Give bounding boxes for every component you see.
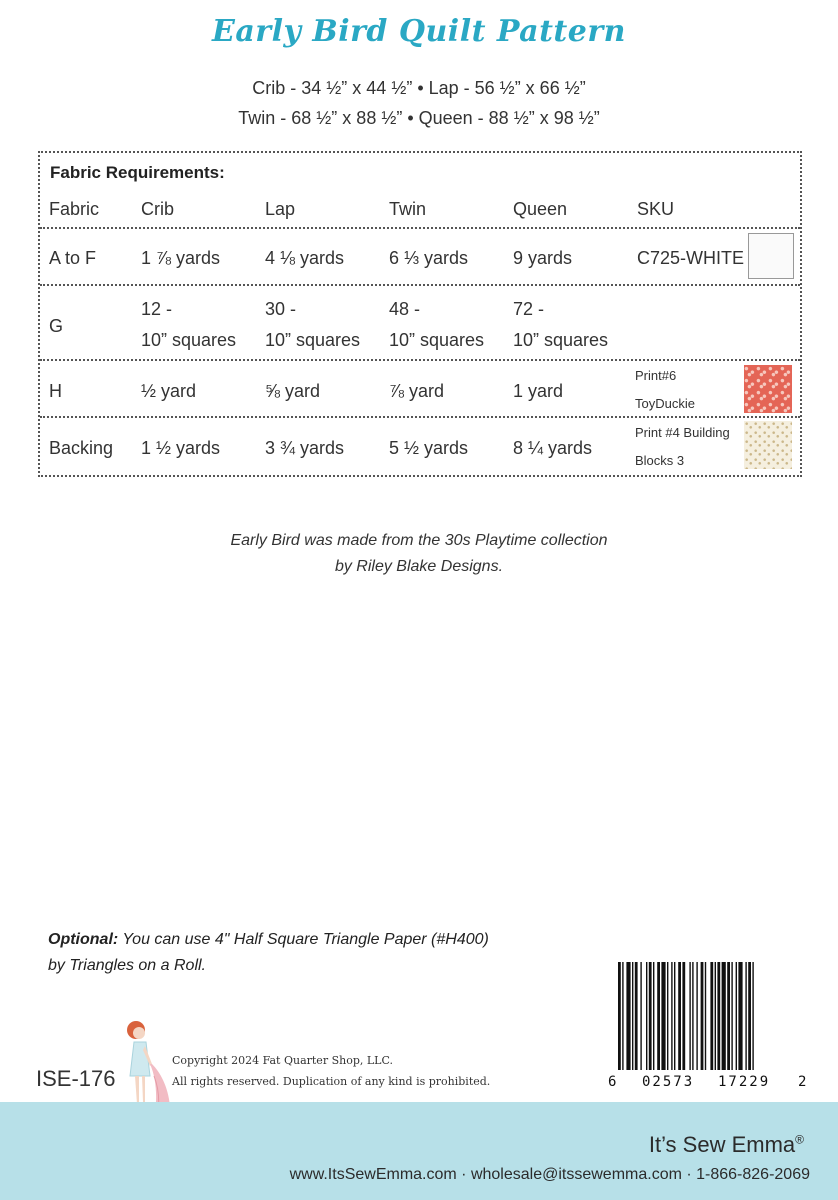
row-g-lap-unit: 10” squares [265,330,361,350]
barcode-last-digit: 2 [798,1074,807,1090]
row-a-queen: 9 yards [513,248,573,268]
barcode-bar [745,962,746,1070]
col-header-fabric: Fabric [49,199,100,219]
row-a-fabric: A to F [49,248,97,268]
row-a-crib: 1 ⅞ yards [141,248,221,268]
barcode-bar [705,962,706,1070]
row-g-queen-count: 72 - [513,299,545,319]
row-g-twin-unit: 10” squares [389,330,485,350]
barcode-left-digits: 02573 [642,1074,695,1090]
row-divider [40,416,800,418]
row-h-lap: ⅝ yard [265,381,321,401]
footer-band [0,1102,838,1200]
row-backing-lap: 3 ¾ yards [265,438,345,458]
barcode-first-digit: 6 [608,1074,617,1090]
col-header-queen: Queen [513,199,568,219]
collection-note-line-1: Early Bird was made from the 30s Playtime collection [230,532,608,549]
barcode-bars [608,962,808,1074]
collection-note-line-2: by Riley Blake Designs. [334,558,504,575]
barcode [608,962,808,1097]
barcode-bar [667,962,668,1070]
row-g-fabric: G [49,316,64,336]
contact-info: www.ItsSewEmma.com · wholesale@itssewemma.com · 1-866-826-2069 [289,1166,810,1183]
row-g-lap-count: 30 - [265,299,297,319]
pattern-code: ISE-176 [36,1066,116,1091]
barcode-bar [640,962,641,1070]
col-header-twin: Twin [389,199,427,219]
toy-duckie-swatch [744,365,792,413]
pattern-title: Early Bird Quilt Pattern [211,14,626,49]
barcode-bar [731,962,732,1070]
brand-text: It’s Sew Emma [648,1132,796,1157]
barcode-bar [710,962,713,1070]
optional-note-line-1 [48,931,489,949]
barcode-bar [727,962,730,1070]
row-backing-sku-line1: Print #4 Building [635,425,730,440]
barcode-bar [689,962,690,1070]
row-backing-fabric: Backing [49,438,114,458]
brand-name [649,1132,804,1158]
copyright-line-2: All rights reserved. Duplication of any kind is prohibited. [172,1075,491,1088]
row-g-queen-unit: 10” squares [513,330,609,350]
barcode-bar [649,962,652,1070]
copyright-line-1: Copyright 2024 Fat Quarter Shop, LLC. [172,1054,393,1067]
row-g-crib-count: 12 - [141,299,173,319]
row-h-sku-line2: ToyDuckie [635,396,695,411]
barcode-bar [626,962,630,1070]
row-h-crib: ½ yard [141,381,197,401]
barcode-bar [752,962,753,1070]
barcode-bar [738,962,742,1070]
barcode-bar [657,962,660,1070]
row-divider [40,227,800,229]
row-backing-queen: 8 ¼ yards [513,438,593,458]
col-header-sku: SKU [637,199,675,219]
barcode-bar [618,962,621,1070]
row-h-sku-line1: Print#6 [635,368,677,383]
row-a-sku: C725-WHITE [637,248,745,268]
row-g-crib-unit: 10” squares [141,330,237,350]
barcode-bar [715,962,716,1070]
row-h-twin: ⅞ yard [389,381,445,401]
row-h-queen: 1 yard [513,381,564,401]
optional-note-line-2: by Triangles on a Roll. [48,957,206,974]
barcode-bar [661,962,665,1070]
barcode-bar [653,962,654,1070]
size-line-1: Crib - 34 ½” x 44 ½” • Lap - 56 ½” x 66 ½” [252,78,586,98]
barcode-bar [682,962,685,1070]
barcode-bar [646,962,647,1070]
barcode-bar [717,962,720,1070]
row-a-twin: 6 ⅓ yards [389,248,469,268]
row-backing-sku-line2: Blocks 3 [635,453,685,468]
barcode-bar [674,962,675,1070]
barcode-bar [736,962,737,1070]
row-backing-crib: 1 ½ yards [141,438,221,458]
barcode-bar [671,962,672,1070]
row-backing-twin: 5 ½ yards [389,438,469,458]
white-fabric-swatch [748,233,794,279]
barcode-bar [722,962,726,1070]
col-header-lap: Lap [265,199,296,219]
barcode-bar [635,962,638,1070]
barcode-bar [701,962,704,1070]
size-line-2: Twin - 68 ½” x 88 ½” • Queen - 88 ½” x 98 ½” [238,108,600,128]
optional-label: Optional: [48,931,119,948]
barcode-bar [696,962,697,1070]
row-a-lap: 4 ⅛ yards [265,248,345,268]
row-divider [40,359,800,361]
building-blocks-swatch [744,421,792,469]
barcode-right-digits: 17229 [718,1074,771,1090]
requirements-heading: Fabric Requirements: [50,163,225,182]
col-header-crib: Crib [141,199,175,219]
barcode-bar [622,962,623,1070]
row-g-twin-count: 48 - [389,299,421,319]
barcode-bar [692,962,693,1070]
barcode-bar [748,962,751,1070]
barcode-bar [632,962,633,1070]
row-divider [40,284,800,286]
registered-mark: ® [795,1132,804,1147]
optional-text: You can use 4" Half Square Triangle Paper (#H400) [118,931,489,948]
barcode-bar [678,962,681,1070]
row-h-fabric: H [49,381,62,401]
fabric-requirements-table [38,151,802,477]
